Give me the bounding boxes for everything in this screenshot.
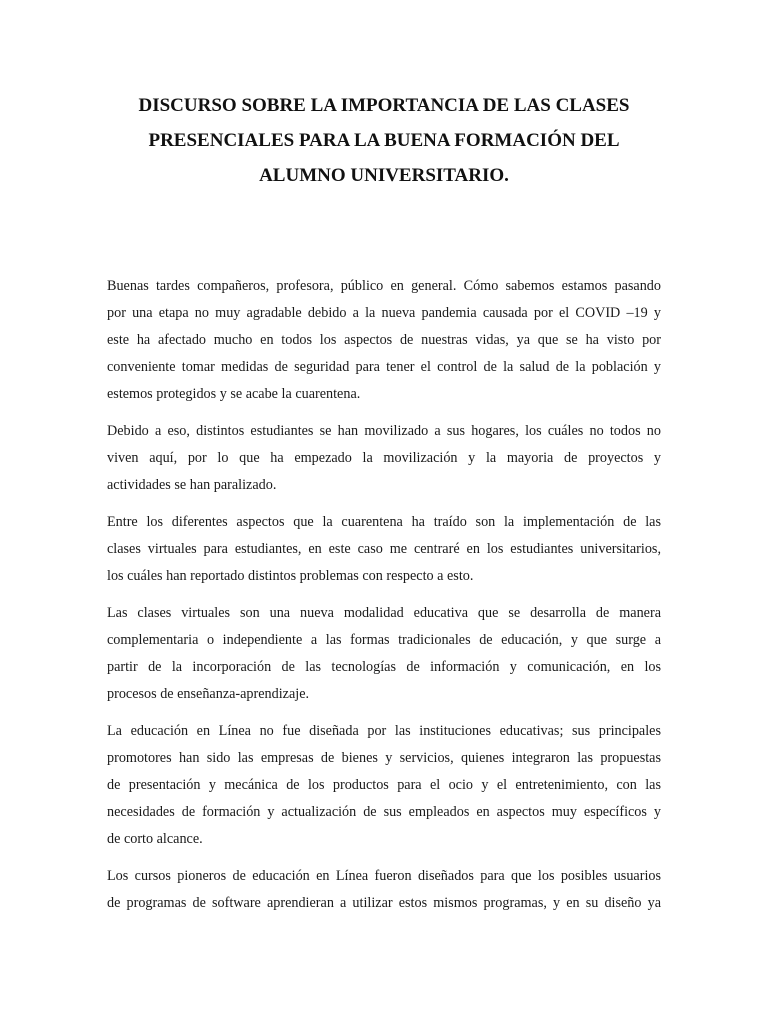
document-title (100, 88, 668, 193)
paragraph-line: de programas de software aprendieran a utilizar estos mismos programas, y en su diseño ya (107, 895, 661, 911)
paragraph-line: este ha afectado mucho en todos los aspectos de nuestras vidas, ya que se ha visto por (107, 332, 661, 348)
paragraph-line: procesos de enseñanza-aprendizaje. (107, 686, 310, 702)
paragraph-line: conveniente tomar medidas de seguridad para tener el control de la salud de la población y (107, 359, 661, 375)
paragraph-line: Las clases virtuales son una nueva modalidad educativa que se desarrolla de manera (107, 605, 661, 621)
paragraph-line: Buenas tardes compañeros, profesora, público en general. Cómo sabemos estamos pasando (107, 278, 661, 294)
title-line: ALUMNO UNIVERSITARIO. (259, 165, 509, 186)
title-line: PRESENCIALES PARA LA BUENA FORMACIÓN DEL (148, 130, 620, 151)
paragraph (107, 273, 661, 408)
paragraph (107, 418, 661, 499)
title-line: DISCURSO SOBRE LA IMPORTANCIA DE LAS CLASES (138, 95, 630, 116)
paragraph-line: promotores han sido las empresas de bienes y servicios, quienes integraron las propuestas (107, 750, 661, 766)
paragraph (107, 718, 661, 853)
paragraph-line: Entre los diferentes aspectos que la cuarentena ha traído son la implementación de las (107, 514, 661, 530)
paragraph-line: por una etapa no muy agradable debido a la nueva pandemia causada por el COVID –19 y (107, 305, 661, 321)
paragraph-line: de presentación y mecánica de los productos para el ocio y el entretenimiento, con las (107, 777, 661, 793)
paragraph-line: complementaria o independiente a las formas tradicionales de educación, y que surge a (107, 632, 661, 648)
paragraph-line: La educación en Línea no fue diseñada por las instituciones educativas; sus principales (107, 723, 661, 739)
paragraph-line: actividades se han paralizado. (107, 477, 277, 493)
paragraph-line: clases virtuales para estudiantes, en este caso me centraré en los estudiantes universitarios, (107, 541, 661, 557)
paragraph (107, 863, 661, 917)
paragraph-line: partir de la incorporación de las tecnologías de información y comunicación, en los (107, 659, 661, 675)
paragraph (107, 600, 661, 708)
paragraph-line: Debido a eso, distintos estudiantes se han movilizado a sus hogares, los cuáles no todos no (107, 423, 661, 439)
paragraph-line: necesidades de formación y actualización de sus empleados en aspectos muy específicos y (107, 804, 661, 820)
document-body (107, 273, 661, 927)
paragraph-line: estemos protegidos y se acabe la cuarentena. (107, 386, 361, 402)
paragraph-line: de corto alcance. (107, 831, 203, 847)
paragraph-line: viven aquí, por lo que ha empezado la movilización y la mayoria de proyectos y (107, 450, 661, 466)
paragraph (107, 509, 661, 590)
paragraph-line: los cuáles han reportado distintos problemas con respecto a esto. (107, 568, 474, 584)
paragraph-line: Los cursos pioneros de educación en Línea fueron diseñados para que los posibles usuarios (107, 868, 661, 884)
